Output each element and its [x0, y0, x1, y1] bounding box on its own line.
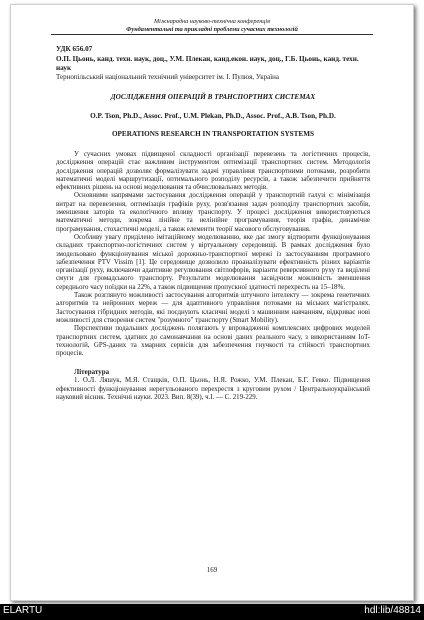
series-header: Фундаментальні та прикладні проблеми сучасних технологій: [126, 26, 298, 33]
paragraph: Перспективи подальших досліджень полягають у впровадженні комплексних цифрових моделей транспортних систем, здатних до самонавчання на основі даних реального часу, з використанням IoT-технологій, GPS-даних та хмарних сервісів для забезпечення гнучкості та стійкості транспортних процесів.: [56, 325, 370, 358]
handle-id: hdl:lib/48814: [364, 605, 421, 616]
authors-ua: О.П. Цьонь, канд. техн. наук, доц., У.М. Плекан, канд.екон. наук, доц., Г.Б. Цьонь, канд. техн. наук: [56, 55, 359, 72]
paragraph: Особливу увагу приділено імітаційному моделюванню, яке дає змогу відтворити функціонування складних транспортно-логістичних систем у віртуальному середовищі. В рамках дослідження було змодельовано функціонування міської дорожньо-транспортної мережі із застосуванням програмного забезпечення PTV Vissim [1]. Це середовище дозволило проаналізувати ефективність різних варіантів організації руху, включаючи адаптивне регулювання світлофорів, варіанти реверсивного руху та виділені смуги для громадського транспорту. Результати моделювання засвідчили можливість зменшення середнього часу поїздки на 22%, а також підвищення пропускної здатності перехресть на 15–18%.: [56, 233, 370, 291]
conference-header: Міжнародна науково-технічна конференція: [154, 18, 270, 25]
page-content: [56, 45, 370, 402]
page-sheet: [10, 4, 414, 601]
authors-en: O.P. Tson, Ph.D., Assoc. Prof., U.M. Plekan, Ph.D., Assoc. Prof., A.B. Tson, Ph.D.: [90, 112, 336, 120]
literature-heading: Література: [74, 368, 110, 377]
repository-footer-bar: [0, 604, 424, 620]
title-ua: ДОСЛІДЖЕННЯ ОПЕРАЦІЙ В ТРАНСПОРТНИХ СИСТЕМАХ: [110, 93, 316, 101]
repository-name: ELARTU: [3, 605, 43, 616]
affiliation: Тернопільський національний технічний університет ім. І. Пулюя, Україна: [56, 73, 280, 81]
udk-code: УДК 656.07: [56, 45, 93, 53]
paragraph: У сучасних умовах підвищеної складності організації перевезень та логістичних процесів, дослідження операцій стає важливим інструментом оптимізації транспортних систем. Методологія дослідження операцій дозволяє формалізувати задачі управління транспортними потоками, розробити математичні моделі маршрутизації, оптимального розподілу ресурсів, а також забезпечити прийняття ефективних рішень на основі моделювання та обчислювальних методів.: [56, 151, 370, 192]
article-body: [56, 151, 370, 358]
header-rule: [51, 34, 373, 35]
literature-item: 1. О.Л. Ляшук, М.Я. Стащків, О.П. Цьонь, Н.Я. Рожко, У.М. Плекан, Б.Г. Гевко. Підвищення ефективності функціонування нерегульованого перехрестя з круговим рухом / Центральноукраїнський науковий вісник. Технічні науки. 2023. Вип. 8(39), ч.І. — С. 219-229.: [56, 377, 370, 402]
paragraph: Основними напрямами застосування дослідження операцій у транспортній галузі є: мінімізація витрат на перевезення, оптимізація графіків руху, розв'язання задач розподілу транспортних засобів, зменшення заторів та екологічного впливу транспорту. У процесі дослідження використовуються математичні методи, зокрема лінійне та нелінійне програмування, теорія графів, динамічне програмування, стохастичні моделі, а також елементи теорії масового обслуговування.: [56, 192, 370, 233]
page-number: 169: [206, 566, 218, 574]
paragraph: Також розглянуто можливості застосування алгоритмів штучного інтелекту — зокрема генетичних алгоритмів та нейронних мереж — для адаптивного управління потоками на міських магістралях. Застосування гібридних методів, які поєднують класичні моделі з машинним навчанням, відкриває нові можливості для створення систем "розумного" транспорту (Smart Mobility).: [56, 292, 370, 324]
title-en: OPERATIONS RESEARCH IN TRANSPORTATION SYSTEMS: [111, 130, 315, 138]
